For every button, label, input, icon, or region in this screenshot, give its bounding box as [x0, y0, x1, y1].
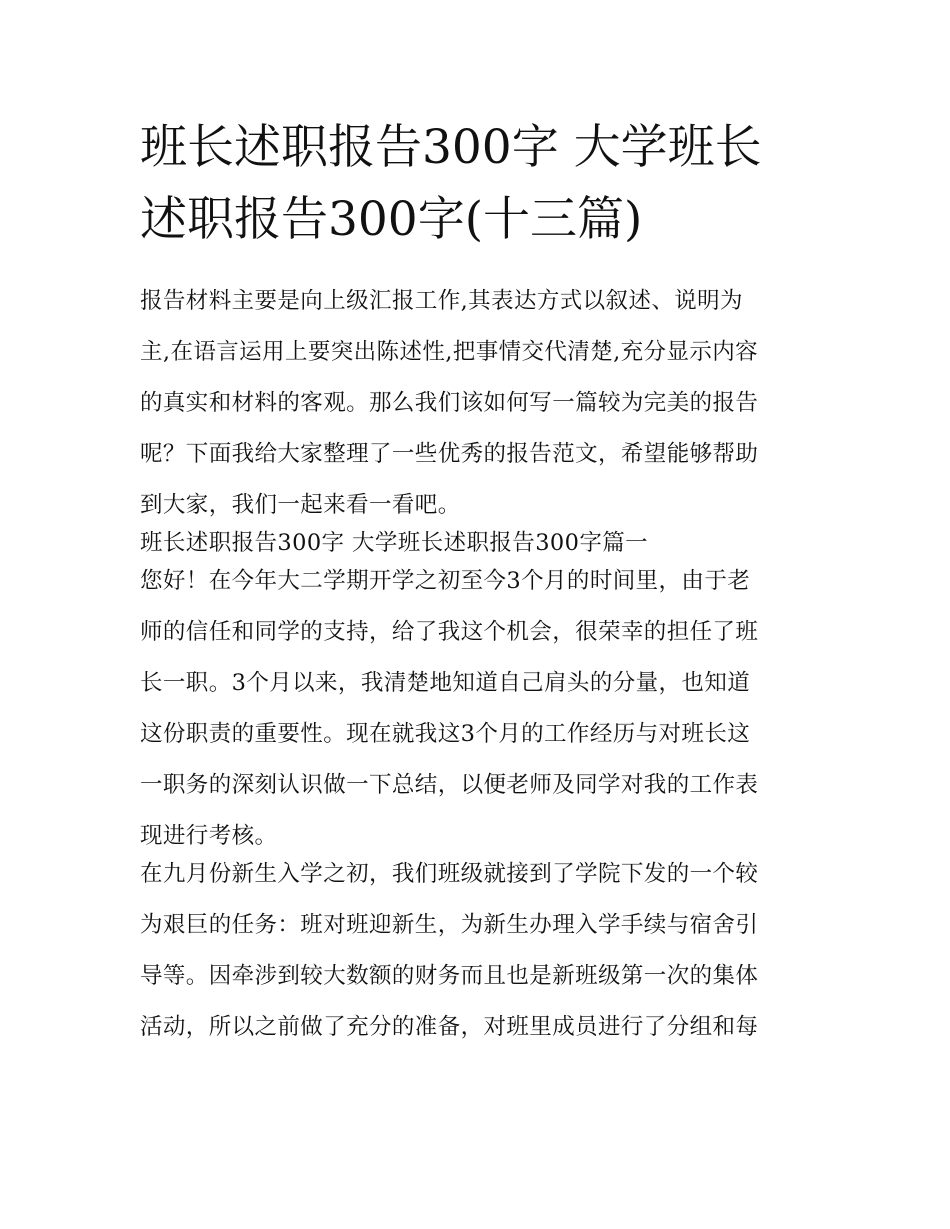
document-title	[140, 112, 820, 256]
paragraph-line: 为艰巨的任务：班对班迎新生，为新生办理入学手续与宿舍引	[140, 912, 759, 938]
paragraph-line: 导等。因牵涉到较大数额的财务而且也是新班级第一次的集体	[140, 963, 759, 989]
paragraph-line: 现进行考核。	[140, 823, 278, 849]
section-heading: 班长述职报告300字 大学班长述职报告300字篇一	[140, 530, 649, 556]
paragraph-line: 活动，所以之前做了充分的准备，对班里成员进行了分组和每	[140, 1014, 759, 1040]
paragraph-line: 您好！在今年大二学期开学之初至今3个月的时间里，由于老	[140, 568, 751, 594]
paragraph-line: 到大家，我们一起来看一看吧。	[140, 492, 461, 518]
paragraph-line: 在九月份新生入学之初，我们班级就接到了学院下发的一个较	[140, 861, 759, 887]
title-line: 述职报告300字(十三篇)	[140, 192, 643, 247]
paragraph-line: 长一职。3个月以来，我清楚地知道自己肩头的分量，也知道	[140, 670, 751, 696]
paragraph-line: 呢？下面我给大家整理了一些优秀的报告范文，希望能够帮助	[140, 441, 759, 467]
paragraph-line: 的真实和材料的客观。那么我们该如何写一篇较为完美的报告	[140, 390, 759, 416]
paragraph-line: 主,在语言运用上要突出陈述性,把事情交代清楚,充分显示内容	[140, 339, 759, 365]
title-line: 班长述职报告300字 大学班长	[140, 120, 762, 175]
intro-paragraph	[140, 281, 812, 523]
document-body	[140, 281, 812, 1058]
paragraph-line: 师的信任和同学的支持，给了我这个机会，很荣幸的担任了班	[140, 619, 759, 645]
paragraph-line: 一职务的深刻认识做一下总结，以便老师及同学对我的工作表	[140, 772, 759, 798]
body-paragraph-1	[140, 561, 812, 854]
body-paragraph-2	[140, 854, 812, 1058]
paragraph-line: 报告材料主要是向上级汇报工作,其表达方式以叙述、说明为	[140, 288, 743, 314]
paragraph-line: 这份职责的重要性。现在就我这3个月的工作经历与对班长这	[140, 721, 751, 747]
